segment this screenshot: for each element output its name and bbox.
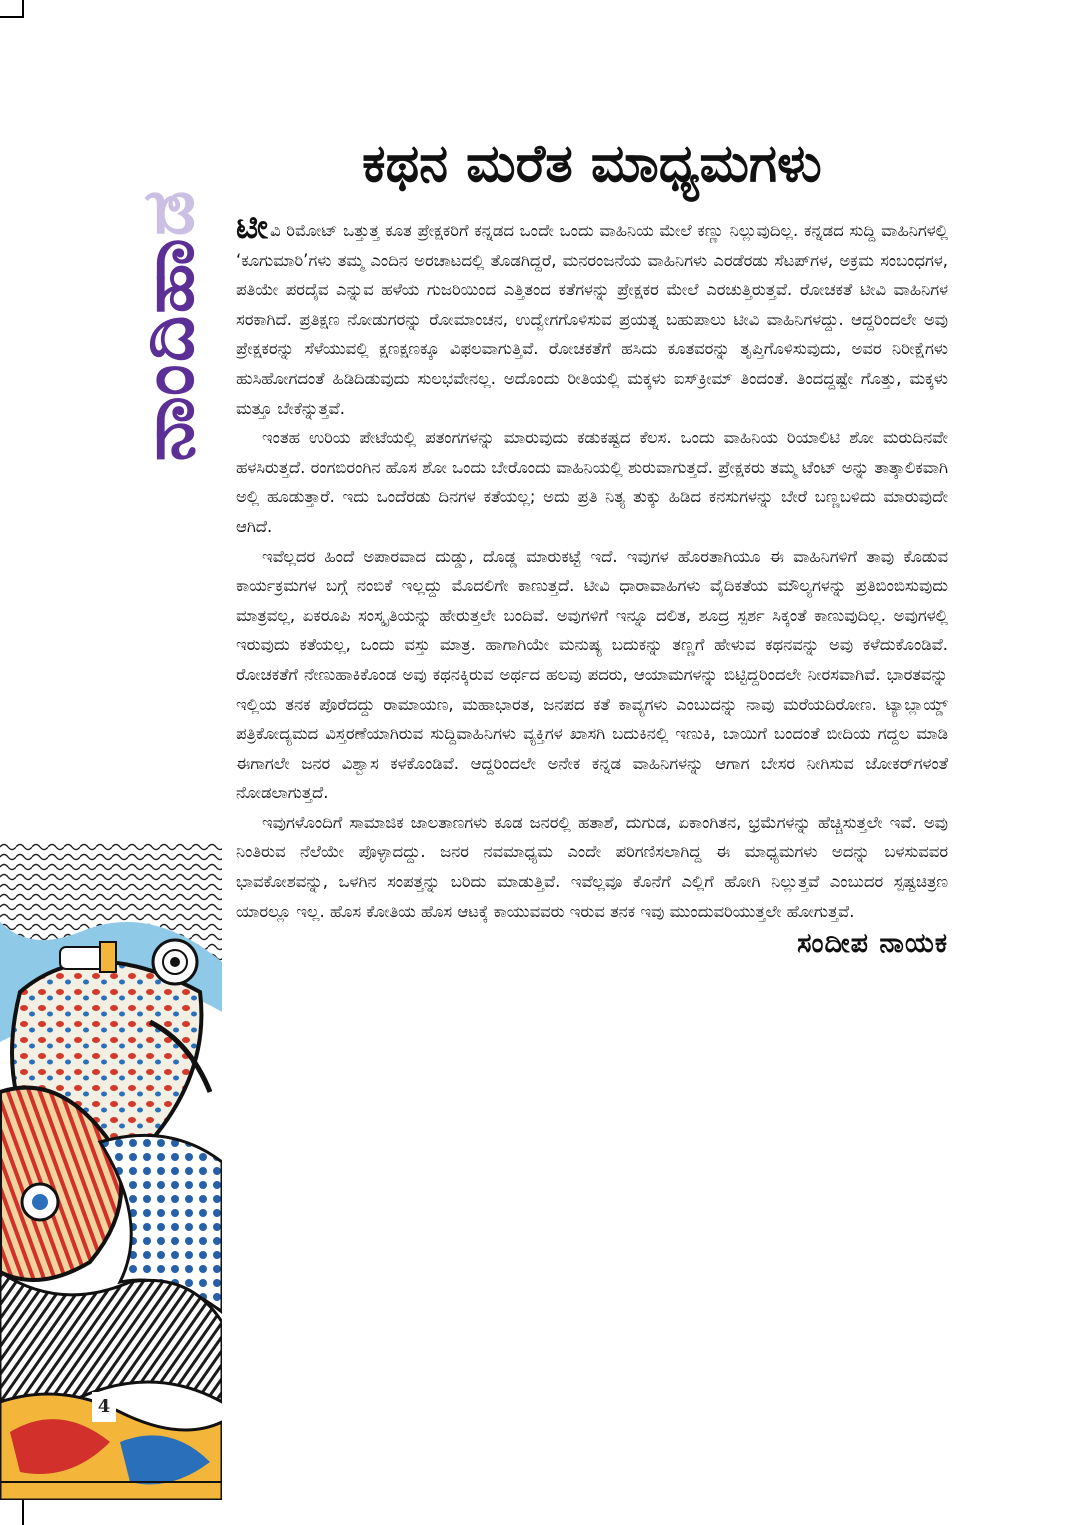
article-body (236, 207, 948, 926)
masthead (126, 40, 211, 610)
article (236, 128, 948, 960)
paragraph-4: ಇವುಗಳೊಂದಿಗೆ ಸಾಮಾಜಿಕ ಜಾಲತಾಣಗಳು ಕೂಡ ಜನರಲ್ಲಿ ಹತಾಶೆ, ದುಗುಡ, ಏಕಾಂಗಿತನ, ಭ್ರಮೆಗಳನ್ನು ಹೆಚ್ಚಿಸುತ್ತಲೇ ಇವೆ. ಅವು ನಿಂತಿರುವ ನೆಲೆಯೇ ಪೊಳ್ಳಾದದ್ದು. ಜನರ ನವಮಾಧ್ಯಮ ಎಂದೇ ಪರಿಗಣಿಸಲಾಗಿದ್ದ ಈ ಮಾಧ್ಯಮಗಳು ಅದನ್ನು ಬಳಸುವವರ ಭಾವಕೋಶವನ್ನು, ಒಳಗಿನ ಸಂಪತ್ತನ್ನು ಬರಿದು ಮಾಡುತ್ತಿವೆ. ಇವೆಲ್ಲವೂ ಕೊನೆಗೆ ಎಲ್ಲಿಗೆ ಹೋಗಿ ನಿಲ್ಲುತ್ತವೆ ಎಂಬುದರ ಸ್ಪಷ್ಟಚಿತ್ರಣ ಯಾರಲ್ಲೂ ಇಲ್ಲ. ಹೊಸ ಕೋತಿಯ ಹೊಸ ಆಟಕ್ಕೆ ಕಾಯುವವರು ಇರುವ ತನಕ ಇವು ಮುಂದುವರಿಯುತ್ತಲೇ ಹೋಗುತ್ತವೆ. (236, 812, 948, 921)
paragraph-3: ಇವೆಲ್ಲದರ ಹಿಂದೆ ಅಪಾರವಾದ ದುಡ್ಡು, ದೊಡ್ಡ ಮಾರುಕಟ್ಟೆ ಇದೆ. ಇವುಗಳ ಹೊರತಾಗಿಯೂ ಈ ವಾಹಿನಿಗಳಿಗೆ ತಾವು ಕೊಡುವ ಕಾರ್ಯಕ್ರಮಗಳ ಬಗ್ಗೆ ನಂಬಿಕೆ ಇಲ್ಲದ್ದು ಮೊದಲಿಗೇ ಕಾಣುತ್ತದೆ. ಟೀವಿ ಧಾರಾವಾಹಿಗಳು ವೈದಿಕತೆಯ ಮೌಲ್ಯಗಳನ್ನು ಪ್ರತಿಬಿಂಬಿಸುವುದು ಮಾತ್ರವಲ್ಲ, ಏಕರೂಪಿ ಸಂಸ್ಕೃತಿಯನ್ನು ಹೇರುತ್ತಲೇ ಬಂದಿವೆ. ಅವುಗಳಿಗೆ ಇನ್ನೂ ದಲಿತ, ಶೂದ್ರ ಸ್ಪರ್ಶ ಸಿಕ್ಕಂತೆ ಕಾಣುವುದಿಲ್ಲ. ಅವುಗಳಲ್ಲಿ ಇರುವುದು ಕತೆಯಲ್ಲ, ಒಂದು ವಸ್ತು ಮಾತ್ರ. ಹಾಗಾಗಿಯೇ ಮನುಷ್ಯ ಬದುಕನ್ನು ತಣ್ಣಗೆ ಹೇಳುವ ಕಥನವನ್ನು ಅವು ಕಳೆದುಕೊಂಡಿವೆ. ರೋಚಕತೆಗೆ ನೇಣುಹಾಕಿಕೊಂಡ ಅವು ಕಥನಕ್ಕಿರುವ ಅರ್ಥದ ಹಲವು ಪದರು, ಆಯಾಮಗಳನ್ನು ಬಿಟ್ಟಿದ್ದರಿಂದಲೇ ನೀರಸವಾಗಿವೆ. ಭಾರತವನ್ನು ಇಲ್ಲಿಯ ತನಕ ಪೊರೆದದ್ದು ರಾಮಾಯಣ, ಮಹಾಭಾರತ, ಜನಪದ ಕತೆ ಕಾವ್ಯಗಳು ಎಂಬುದನ್ನು ನಾವು ಮರೆಯದಿರೋಣ. ಟ್ಯಾಬ್ಲಾಯ್ಡ್ ಪತ್ರಿಕೋದ್ಯಮದ ವಿಸ್ತರಣೆಯಾಗಿರುವ ಸುದ್ದಿವಾಹಿನಿಗಳು ವ್ಯಕ್ತಿಗಳ ಖಾಸಗಿ ಬದುಕಿನಲ್ಲಿ ಇಣುಕಿ, ಬಾಯಿಗೆ ಬಂದಂತೆ ಬೀದಿಯ ಗದ್ದಲ ಮಾಡಿ ಈಗಾಗಲೇ ಜನರ ವಿಶ್ವಾಸ ಕಳಕೊಂಡಿವೆ. ಆದ್ದರಿಂದಲೇ ಅನೇಕ ಕನ್ನಡ ವಾಹಿನಿಗಳನ್ನು ಆಗಾಗ ಬೇಸರ ನೀಗಿಸುವ ಜೋಕರ್‌ಗಳಂತೆ ನೋಡಲಾಗುತ್ತದೆ. (236, 546, 948, 803)
paragraph-1 (236, 207, 948, 423)
paragraph-1-text: ವಿ ರಿಮೋಟ್ ಒತ್ತುತ್ತ ಕೂತ ಪ್ರೇಕ್ಷಕರಿಗೆ ಕನ್ನಡದ ಒಂದೇ ಒಂದು ವಾಹಿನಿಯ ಮೇಲೆ ಕಣ್ಣು ನಿಲ್ಲುವುದಿಲ್ಲ. ಕನ್ನಡದ ಸುದ್ದಿ ವಾಹಿನಿಗಳಲ್ಲಿ ‘ಕೂಗುಮಾರಿ’ಗಳು ತಮ್ಮ ಎಂದಿನ ಅರಚಾಟದಲ್ಲಿ ತೊಡಗಿದ್ದರೆ, ಮನರಂಜನೆಯ ವಾಹಿನಿಗಳು ಎರಡೆರಡು ಸೆಟಪ್‌ಗಳ, ಅಕ್ರಮ ಸಂಬಂಧಗಳ, ಪತಿಯೇ ಪರದೈವ ಎನ್ನುವ ಹಳೆಯ ಗುಜರಿಯಿಂದ ಎತ್ತಿತಂದ ಕತೆಗಳನ್ನು ಪ್ರೇಕ್ಷಕರ ಮೇಲೆ ಎರಚುತ್ತಿರುತ್ತವೆ. ರೋಚಕತೆ ಟೀವಿ ವಾಹಿನಿಗಳ ಸರಕಾಗಿದೆ. ಪ್ರತಿಕ್ಷಣ ನೋಡುಗರನ್ನು ರೋಮಾಂಚನ, ಉದ್ವೇಗಗೊಳಿಸುವ ಪ್ರಯತ್ನ ಬಹುಪಾಲು ಟೀವಿ ವಾಹಿನಿಗಳದ್ದು. ಆದ್ದರಿಂದಲೇ ಅವು ಪ್ರೇಕ್ಷಕರನ್ನು ಸೆಳೆಯುವಲ್ಲಿ ಕ್ಷಣಕ್ಷಣಕ್ಕೂ ವಿಫಲವಾಗುತ್ತಿವೆ. ರೋಚಕತೆಗೆ ಹಸಿದು ಕೂತವರನ್ನು ತೃಪ್ತಿಗೊಳಿಸುವುದು, ಅವರ ನಿರೀಕ್ಷೆಗಳು ಹುಸಿಹೋಗದಂತೆ ಹಿಡಿದಿಡುವುದು ಸುಲಭವೇನಲ್ಲ. ಅದೊಂದು ರೀತಿಯಲ್ಲಿ ಮಕ್ಕಳು ಐಸ್‌ಕ್ರೀಮ್ ತಿಂದಂತೆ. ತಿಂದದ್ದಷ್ಟೇ ಗೊತ್ತು, ಮಕ್ಕಳು ಮತ್ತೂ ಬೇಕೆನ್ನುತ್ತವೆ. (236, 221, 948, 418)
crop-mark-bottom (22, 1500, 24, 1525)
article-title: ಕಥನ ಮರೆತ ಮಾಧ್ಯಮಗಳು (362, 134, 822, 194)
paragraph-2: ಇಂತಹ ಉರಿಯ ಪೇಟೆಯಲ್ಲಿ ಪತಂಗಗಳನ್ನು ಮಾರುವುದು ಕಡುಕಷ್ಟದ ಕೆಲಸ. ಒಂದು ವಾಹಿನಿಯ ರಿಯಾಲಿಟಿ ಶೋ ಮರುದಿನವೇ ಹಳಸಿರುತ್ತದೆ. ರಂಗಬಿರಂಗಿನ ಹೊಸ ಶೋ ಒಂದು ಬೇರೊಂದು ವಾಹಿನಿಯಲ್ಲಿ ಶುರುವಾಗುತ್ತದೆ. ಪ್ರೇಕ್ಷಕರು ತಮ್ಮ ಟೆಂಟ್ ಅನ್ನು ತಾತ್ಕಾಲಿಕವಾಗಿ ಅಲ್ಲಿ ಹೂಡುತ್ತಾರೆ. ಇದು ಒಂದೆರಡು ದಿನಗಳ ಕತೆಯಲ್ಲ; ಅದು ಪ್ರತಿ ನಿತ್ಯ ತುಕ್ಕು ಹಿಡಿದ ಕನಸುಗಳನ್ನು ಬೇರೆ ಬಣ್ಣಬಳಿದು ಮಾರುವುದೇ ಆಗಿದೆ. (236, 428, 948, 536)
masthead-text (126, 188, 211, 462)
crop-mark-top (0, 16, 22, 18)
crop-mark-top-vertical (22, 0, 24, 18)
masthead-part-2: ಡ (126, 188, 211, 237)
drop-cap: ಟೀ (236, 207, 268, 247)
author-name: ಸಂದೀಪ ನಾಯಕ (797, 928, 948, 960)
masthead-part-1: ನಾಂದಿಹಾ (126, 236, 211, 462)
page-number: 4 (92, 1392, 116, 1422)
